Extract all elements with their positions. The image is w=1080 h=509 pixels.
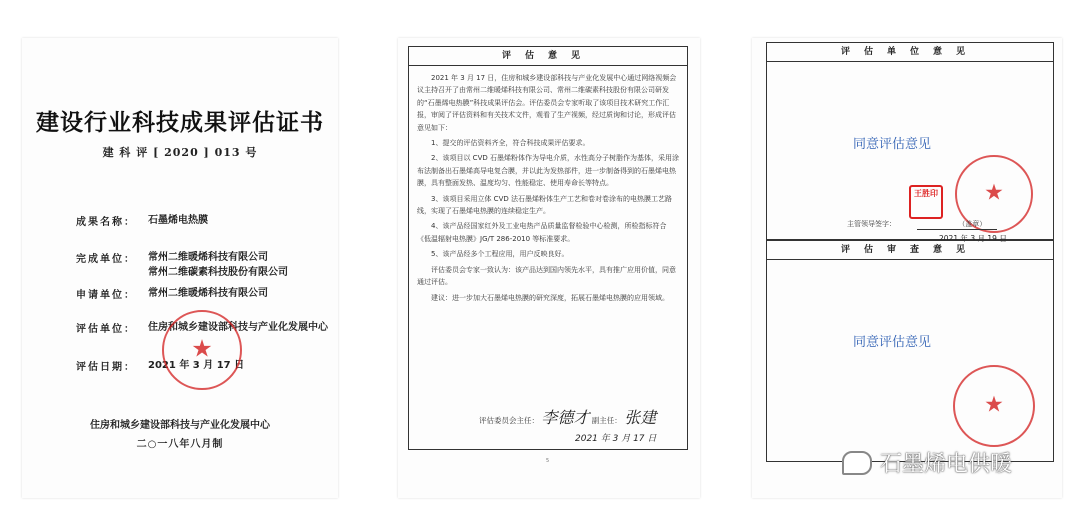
field-value: 常州二维暖烯科技有限公司 (148, 288, 268, 299)
field-applicant (76, 286, 268, 301)
field-label: 申请单位： (76, 290, 136, 301)
field-completing-unit (76, 250, 288, 280)
issuer-name: 住房和城乡建设部科技与产业化发展中心 (90, 420, 270, 431)
field-value: 住房和城乡建设部科技与产业化发展中心 (148, 322, 328, 333)
star-icon: ★ (191, 334, 213, 363)
review-opinion-header: 评估审查意见 (767, 241, 1053, 260)
agree-text-bottom: 同意评估意见 (853, 335, 932, 350)
review-seal-stamp (953, 365, 1035, 447)
opinion-paragraph: 1、提交的评估资料齐全，符合科技成果评估要求。 (431, 139, 590, 148)
opinion-paragraph: 4、该产品经国家红外及工业电热产品质量监督检验中心检测，所检指标符合《低温辐射电热膜》JG/T 286-2010 等标准要求。 (417, 222, 667, 243)
vice-chair-label: 副主任： (591, 416, 622, 425)
opinion-paragraph: 3、该项目采用立体 CVD 法石墨烯粉体生产工艺和卷对卷涂布的电热膜工艺路线，实现了石墨烯电热膜的连续稳定生产。 (417, 194, 672, 216)
red-seal-stamp (162, 310, 242, 390)
review-opinion-box (766, 240, 1054, 462)
field-label: 评估单位： (76, 324, 136, 335)
made-date: 二○一八年八月制 (136, 439, 224, 450)
star-icon: ★ (984, 392, 1004, 418)
name-stamp: 王胜印 (909, 185, 943, 219)
field-value: 石墨烯电热膜 (148, 215, 208, 226)
star-icon: ★ (984, 180, 1004, 206)
chair-signature: 李德才 (541, 408, 590, 427)
certificate-number: 建 科 评 [ 2020 ] 013 号 (102, 146, 258, 159)
leader-signature-label: 主管领导签字： （盖章） (847, 220, 987, 228)
field-value: 常州二维暖烯科技有限公司 (148, 252, 268, 263)
field-value: 2021 年 3 月 17 日 (148, 360, 245, 371)
committee-signatures (479, 405, 656, 428)
chair-label: 评估委员会主任： (479, 416, 539, 425)
opinion-paragraph: 建议：进一步加大石墨烯电热膜的研究深度，拓展石墨烯电热膜的应用领域。 (431, 293, 669, 302)
field-label: 成果名称： (76, 217, 136, 228)
watermark (842, 447, 1012, 478)
field-label: 完成单位： (76, 254, 136, 265)
certificate-cover-page (22, 38, 338, 498)
opinion-header: 评估意见 (409, 47, 687, 66)
opinion-box (408, 46, 688, 450)
opinion-paragraph: 2021 年 3 月 17 日，住房和城乡建设部科技与产业化发展中心通过网络视频会议主持召开了由常州二维暖烯科技有限公司、常州二维碳素科技股份有限公司研发的“石墨烯电热膜”科技成果评估会。评估委员会专家听取了该项目技术研究工作汇报，审阅了评估资料和有关技术文件，观看了生产视频，经过质询和讨论，形成评估意见如下： (417, 74, 677, 132)
field-value-second: 常州二维碳素科技股份有限公司 (148, 267, 288, 278)
watermark-text: 石墨烯电供暖 (880, 452, 1013, 477)
unit-opinion-header: 评估单位意见 (767, 43, 1053, 62)
signature-line (917, 229, 997, 230)
certificate-title: 建设行业科技成果评估证书 (36, 109, 324, 136)
leader-date: 2021 年 3 月 19 日 (939, 234, 1007, 243)
field-label: 评估日期： (76, 362, 136, 373)
agree-text-top: 同意评估意见 (853, 137, 932, 152)
opinion-paragraph: 评估委员会专家一致认为：该产品达到国内领先水平，具有推广应用价值，同意通过评估。 (417, 265, 676, 287)
opinion-paragraph: 2、该项目以 CVD 石墨烯粉体作为导电介质，水性高分子树脂作为基体，采用涂布法制备出石墨烯高导电复合膜，并以此为发热部件，进一步制备得到的石墨烯电热膜，具有整面发热、温度均匀、性能稳定、使用寿命长等特点。 (417, 154, 679, 188)
vice-chair-signature: 张建 (624, 408, 657, 427)
chat-bubble-icon (842, 451, 872, 475)
opinion-date: 2021 年 3 月 17 日 (575, 434, 657, 444)
field-achievement-name (76, 213, 208, 228)
opinion-body (409, 66, 687, 304)
page-number: 5 (546, 458, 550, 464)
unit-opinion-page (752, 38, 1062, 498)
opinion-paragraph: 5、该产品经多个工程应用，用户反映良好。 (431, 250, 569, 259)
unit-opinion-box (766, 42, 1054, 243)
evaluation-opinion-page (398, 38, 700, 498)
